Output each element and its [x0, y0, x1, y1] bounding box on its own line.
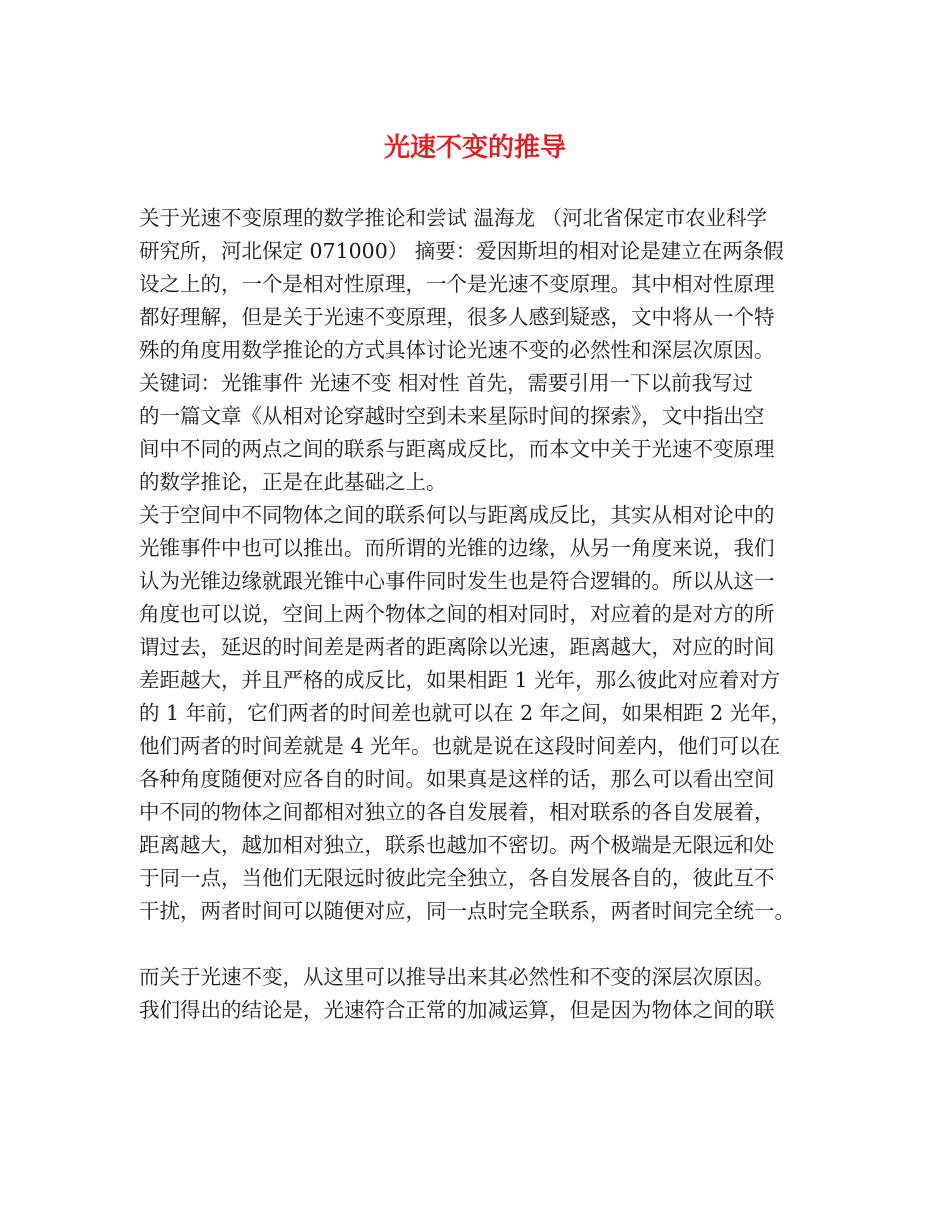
text-line: 关于光速不变原理的数学推论和尝试 温海龙 （河北省保定市农业科学 — [139, 206, 768, 230]
text-line: 角度也可以说，空间上两个物体之间的相对同时，对应着的是对方的所 — [139, 602, 775, 626]
text-line: 光锥事件中也可以推出。而所谓的光锥的边缘，从另一角度来说，我们 — [139, 536, 775, 560]
text-line: 干扰，两者时间可以随便对应，同一点时完全联系，两者时间完全统一。 — [139, 899, 795, 923]
text-line: 关于空间中不同物体之间的联系何以与距离成反比，其实从相对论中的 — [139, 503, 775, 527]
text-line: 殊的角度用数学推论的方式具体讨论光速不变的必然性和深层次原因。 — [139, 338, 775, 362]
text-line: 的数学推论，正是在此基础之上。 — [139, 470, 447, 494]
text-line: 认为光锥边缘就跟光锥中心事件同时发生也是符合逻辑的。所以从这一 — [139, 569, 775, 593]
document-title: 光速不变的推导 — [383, 133, 566, 163]
text-line: 都好理解，但是关于光速不变原理，很多人感到疑惑，文中将从一个特 — [139, 305, 775, 329]
text-line: 差距越大，并且严格的成反比，如果相距 1 光年，那么彼此对应着对方 — [139, 668, 781, 692]
text-line: 于同一点，当他们无限远时彼此完全独立，各自发展各自的，彼此互不 — [139, 866, 775, 890]
text-line: 研究所，河北保定 071000） 摘要：爱因斯坦的相对论是建立在两条假 — [139, 239, 784, 263]
text-line: 设之上的，一个是相对性原理，一个是光速不变原理。其中相对性原理 — [139, 272, 775, 296]
text-line: 间中不同的两点之间的联系与距离成反比，而本文中关于光速不变原理 — [139, 437, 775, 461]
text-line: 的一篇文章《从相对论穿越时空到未来星际时间的探索》，文中指出空 — [139, 404, 765, 428]
text-line: 他们两者的时间差就是 4 光年。也就是说在这段时间差内，他们可以在 — [139, 734, 781, 758]
paragraph-gap — [139, 928, 839, 961]
text-line: 距离越大，越加相对独立，联系也越加不密切。两个极端是无限远和处 — [139, 833, 775, 857]
text-line: 谓过去，延迟的时间差是两者的距离除以光速，距离越大，对应的时间 — [139, 635, 775, 659]
text-line: 而关于光速不变，从这里可以推导出来其必然性和不变的深层次原因。 — [139, 965, 775, 989]
text-line: 各种角度随便对应各自的时间。如果真是这样的话，那么可以看出空间 — [139, 767, 775, 791]
document-body — [139, 202, 839, 1027]
text-line: 我们得出的结论是，光速符合正常的加减运算，但是因为物体之间的联 — [139, 998, 775, 1022]
text-line: 关键词：光锥事件 光速不变 相对性 首先，需要引用一下以前我写过 — [139, 371, 754, 395]
text-line: 中不同的物体之间都相对独立的各自发展着，相对联系的各自发展着， — [139, 800, 775, 824]
text-line: 的 1 年前，它们两者的时间差也就可以在 2 年之间，如果相距 2 光年， — [139, 701, 792, 725]
